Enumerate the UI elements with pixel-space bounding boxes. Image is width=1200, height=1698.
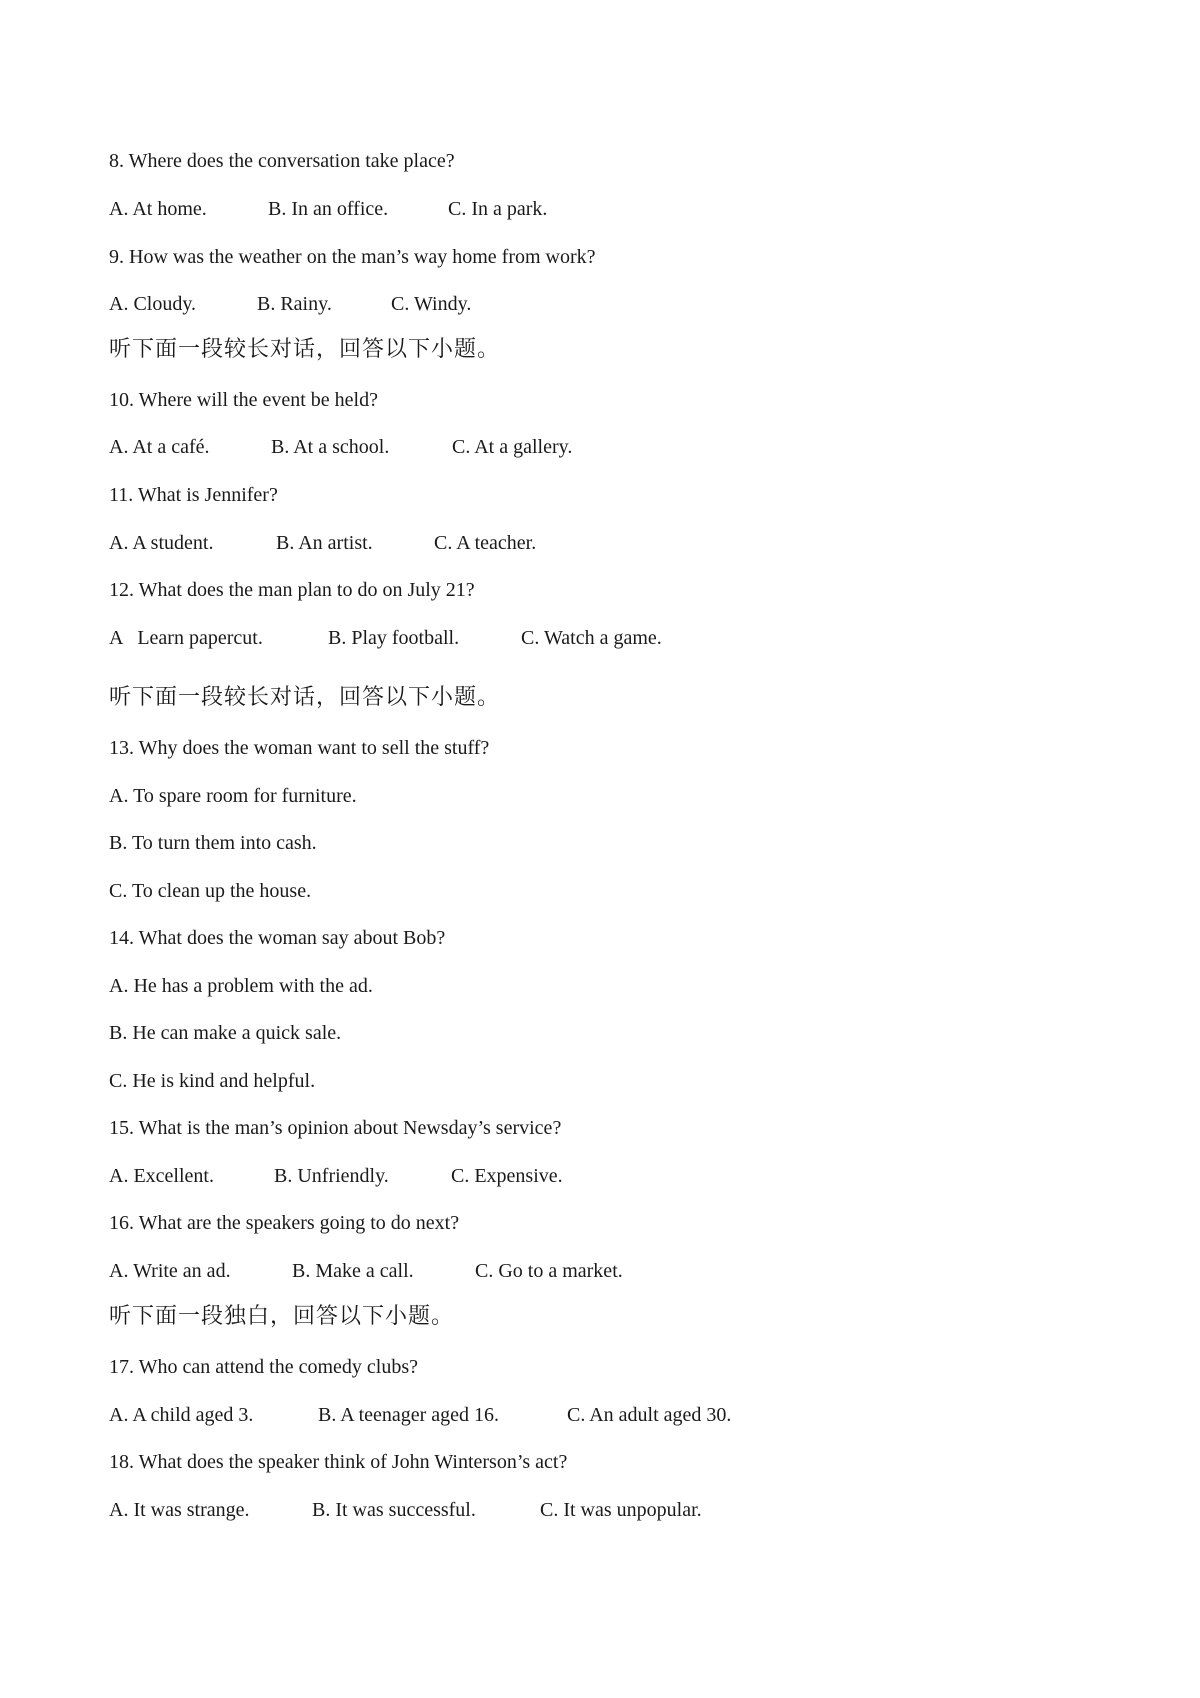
q13-option-c: C. To clean up the house. bbox=[109, 880, 312, 902]
q10-option-c: C. At a gallery. bbox=[452, 436, 573, 458]
question-15: 15. What is the man’s opinion about Newsday’s service? bbox=[109, 1117, 562, 1139]
question-16: 16. What are the speakers going to do next? bbox=[109, 1212, 460, 1234]
q14-option-a: A. He has a problem with the ad. bbox=[109, 975, 373, 997]
section-heading: 听下面一段较长对话，回答以下小题。 bbox=[109, 337, 501, 362]
question-14: 14. What does the woman say about Bob? bbox=[109, 927, 446, 949]
q12-option-a: A Learn papercut. bbox=[109, 627, 263, 649]
q8-option-a: A. At home. bbox=[109, 198, 207, 220]
q18-option-a: A. It was strange. bbox=[109, 1499, 250, 1521]
q14-option-c: C. He is kind and helpful. bbox=[109, 1070, 316, 1092]
q16-option-c: C. Go to a market. bbox=[475, 1260, 623, 1282]
q11-option-a: A. A student. bbox=[109, 532, 214, 554]
q11-option-b: B. An artist. bbox=[276, 532, 373, 554]
question-11: 11. What is Jennifer? bbox=[109, 484, 278, 506]
question-12: 12. What does the man plan to do on July 21? bbox=[109, 579, 475, 601]
section-heading: 听下面一段较长对话，回答以下小题。 bbox=[109, 685, 501, 710]
section-heading: 听下面一段独白，回答以下小题。 bbox=[109, 1304, 455, 1329]
question-13: 13. Why does the woman want to sell the stuff? bbox=[109, 737, 490, 759]
q10-option-b: B. At a school. bbox=[271, 436, 390, 458]
q18-option-c: C. It was unpopular. bbox=[540, 1499, 702, 1521]
q17-option-b: B. A teenager aged 16. bbox=[318, 1404, 500, 1426]
q11-option-c: C. A teacher. bbox=[434, 532, 537, 554]
question-8: 8. Where does the conversation take place? bbox=[109, 150, 455, 172]
q9-option-c: C. Windy. bbox=[391, 293, 472, 315]
q8-option-b: B. In an office. bbox=[268, 198, 389, 220]
q9-option-b: B. Rainy. bbox=[257, 293, 332, 315]
q18-option-b: B. It was successful. bbox=[312, 1499, 476, 1521]
q14-option-b: B. He can make a quick sale. bbox=[109, 1022, 342, 1044]
q8-option-c: C. In a park. bbox=[448, 198, 548, 220]
q16-option-a: A. Write an ad. bbox=[109, 1260, 231, 1282]
q12-option-b: B. Play football. bbox=[328, 627, 460, 649]
q13-option-a: A. To spare room for furniture. bbox=[109, 785, 357, 807]
q9-option-a: A. Cloudy. bbox=[109, 293, 197, 315]
q17-option-c: C. An adult aged 30. bbox=[567, 1404, 732, 1426]
q15-option-c: C. Expensive. bbox=[451, 1165, 563, 1187]
q15-option-a: A. Excellent. bbox=[109, 1165, 214, 1187]
q10-option-a: A. At a café. bbox=[109, 436, 210, 458]
q15-option-b: B. Unfriendly. bbox=[274, 1165, 389, 1187]
q12-option-c: C. Watch a game. bbox=[521, 627, 662, 649]
question-18: 18. What does the speaker think of John Winterson’s act? bbox=[109, 1451, 568, 1473]
question-9: 9. How was the weather on the man’s way home from work? bbox=[109, 246, 596, 268]
q13-option-b: B. To turn them into cash. bbox=[109, 832, 317, 854]
q17-option-a: A. A child aged 3. bbox=[109, 1404, 254, 1426]
question-10: 10. Where will the event be held? bbox=[109, 389, 378, 411]
q16-option-b: B. Make a call. bbox=[292, 1260, 414, 1282]
question-17: 17. Who can attend the comedy clubs? bbox=[109, 1356, 418, 1378]
